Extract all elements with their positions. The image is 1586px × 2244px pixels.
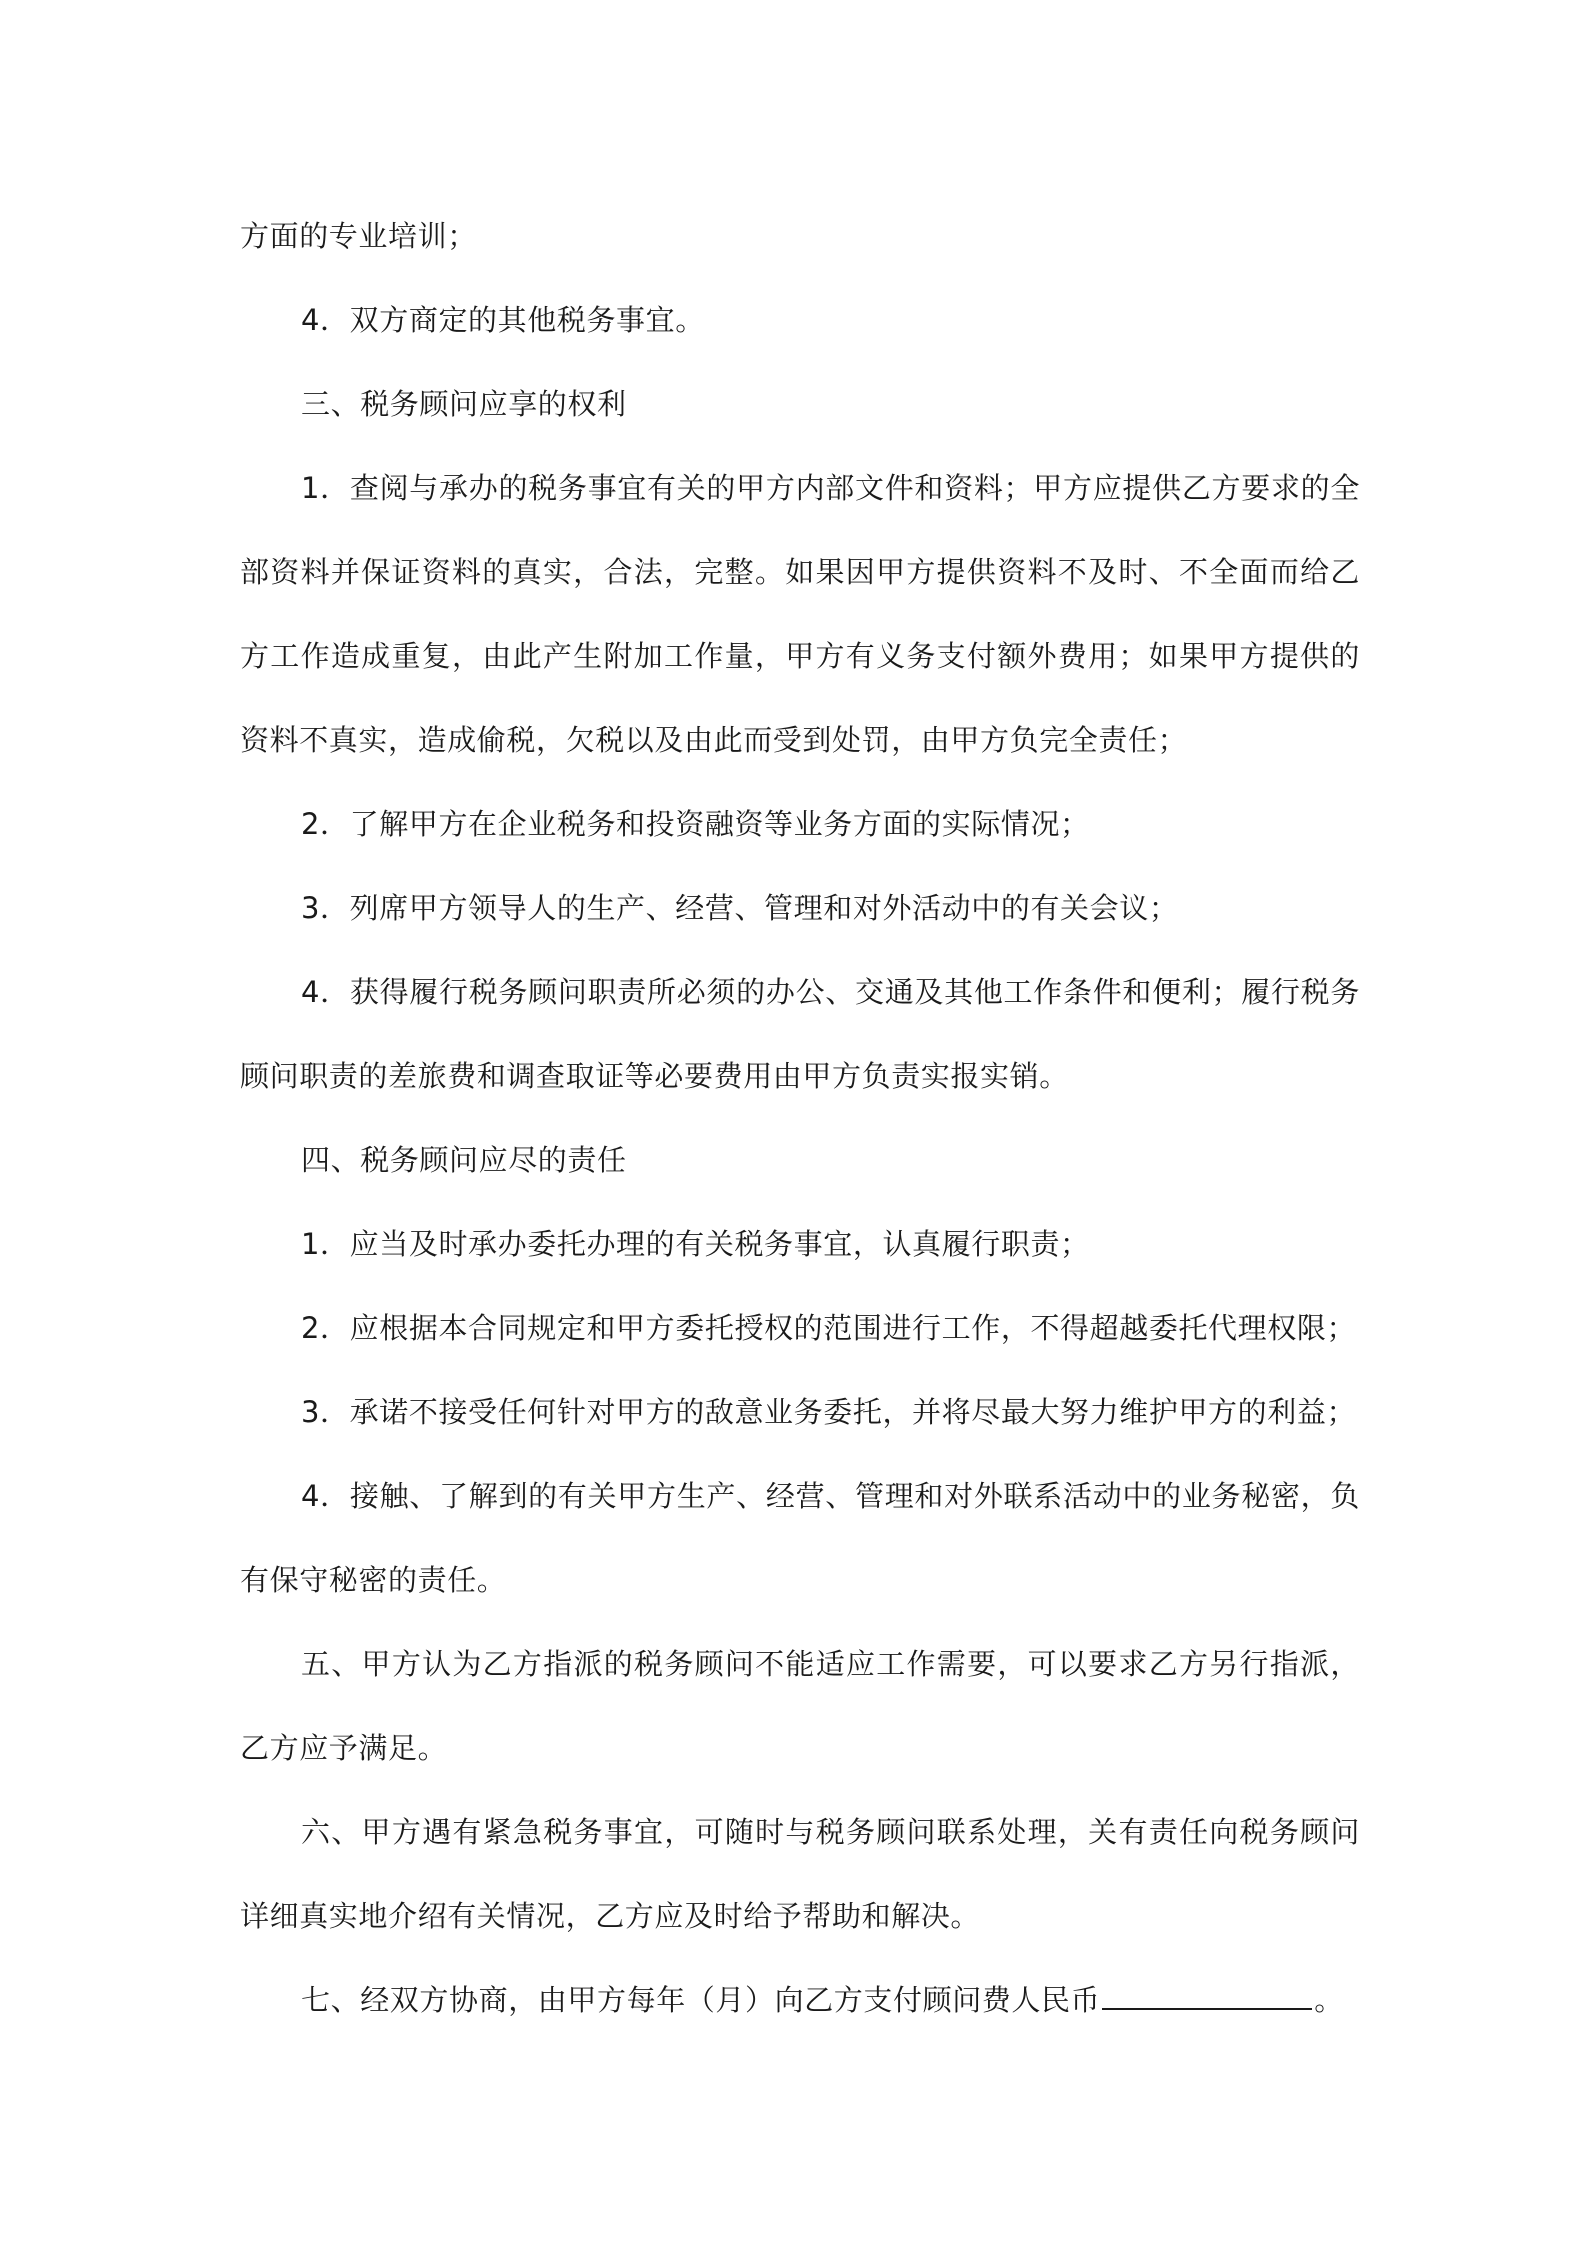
fee-clause bbox=[240, 1958, 1360, 2042]
paragraph: 2．了解甲方在企业税务和投资融资等业务方面的实际情况； bbox=[301, 807, 1090, 841]
paragraph: 4．获得履行税务顾问职责所必须的办公、交通及其他工作条件和便利；履行税务顾问职责的差旅费和调查取证等必要费用由甲方负责实报实销。 bbox=[240, 975, 1360, 1093]
paragraph: 五、甲方认为乙方指派的税务顾问不能适应工作需要，可以要求乙方另行指派，乙方应予满足。 bbox=[240, 1647, 1360, 1765]
paragraph: 1．应当及时承办委托办理的有关税务事宜，认真履行职责； bbox=[301, 1227, 1090, 1261]
section-heading: 三、税务顾问应享的权利 bbox=[301, 387, 627, 421]
paragraph: 4．接触、了解到的有关甲方生产、经营、管理和对外联系活动中的业务秘密，负有保守秘密的责任。 bbox=[240, 1479, 1360, 1597]
paragraph: 3．列席甲方领导人的生产、经营、管理和对外活动中的有关会议； bbox=[301, 891, 1179, 925]
fee-clause-text: 七、经双方协商，由甲方每年（月）向乙方支付顾问费人民币 bbox=[301, 1983, 1101, 2017]
fee-amount-blank bbox=[1102, 1978, 1312, 2010]
fee-clause-end: 。 bbox=[1314, 1983, 1344, 2017]
section-heading: 四、税务顾问应尽的责任 bbox=[301, 1143, 627, 1177]
contract-body bbox=[240, 194, 1360, 2042]
paragraph: 4．双方商定的其他税务事宜。 bbox=[301, 303, 705, 337]
paragraph: 1．查阅与承办的税务事宜有关的甲方内部文件和资料；甲方应提供乙方要求的全部资料并保证资料的真实，合法，完整。如果因甲方提供资料不及时、不全面而给乙方工作造成重复，由此产生附加工作量，甲方有义务支付额外费用；如果甲方提供的资料不真实，造成偷税，欠税以及由此而受到处罚，由甲方负完全责任； bbox=[240, 471, 1360, 757]
paragraph: 六、甲方遇有紧急税务事宜，可随时与税务顾问联系处理，关有责任向税务顾问详细真实地介绍有关情况，乙方应及时给予帮助和解决。 bbox=[240, 1815, 1360, 1933]
paragraph: 2．应根据本合同规定和甲方委托授权的范围进行工作，不得超越委托代理权限； bbox=[301, 1311, 1357, 1345]
paragraph: 方面的专业培训； bbox=[240, 219, 477, 253]
paragraph: 3．承诺不接受任何针对甲方的敌意业务委托，并将尽最大努力维护甲方的利益； bbox=[301, 1395, 1357, 1429]
